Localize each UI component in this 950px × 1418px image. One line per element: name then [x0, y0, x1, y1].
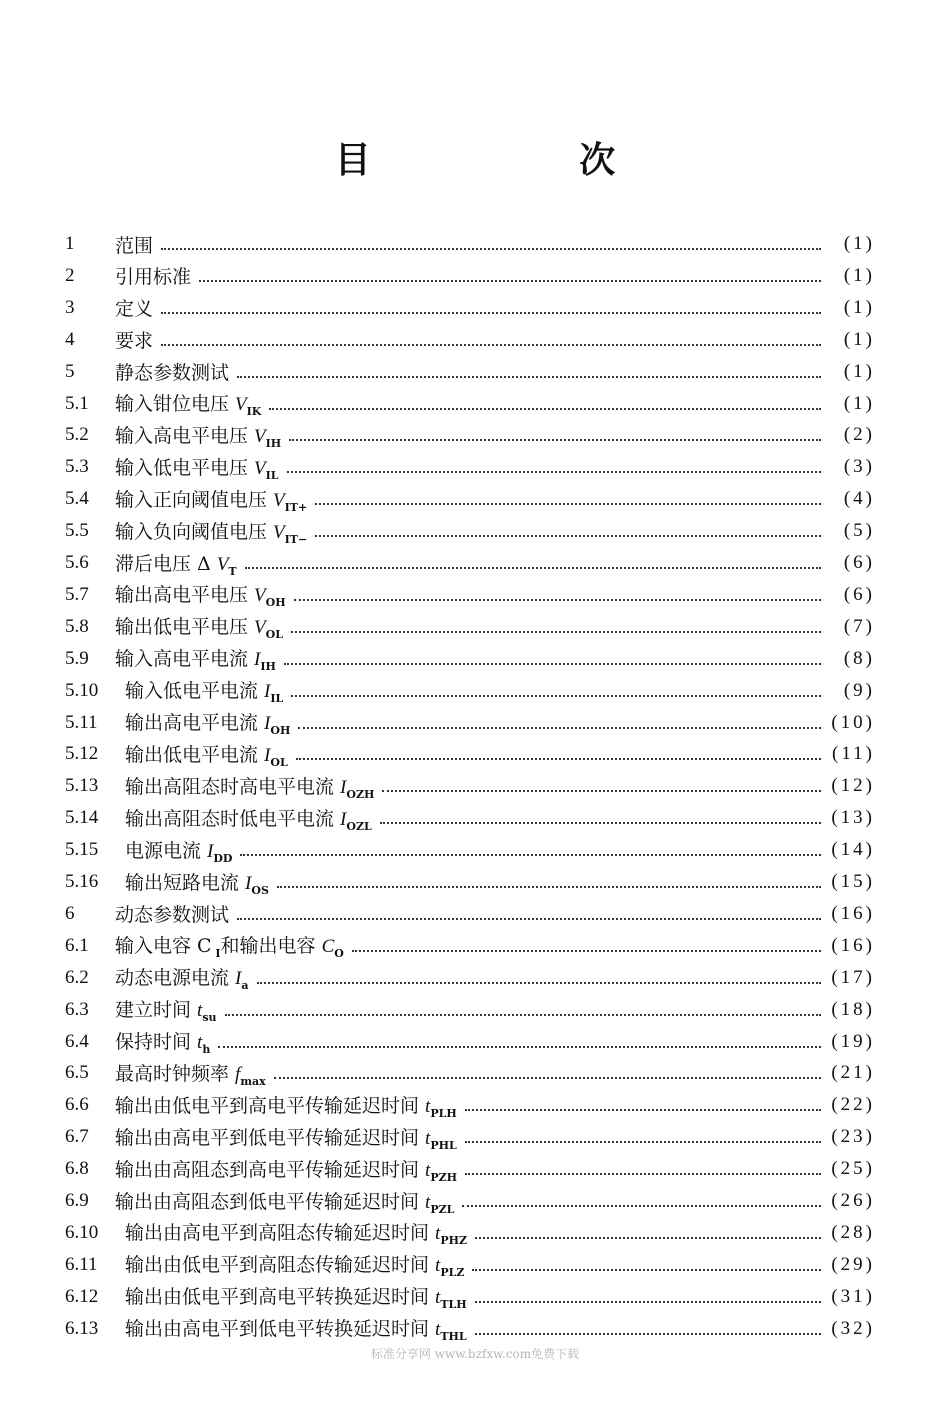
toc-entry-title — [115, 1155, 457, 1184]
toc-entry-title — [115, 262, 191, 289]
toc-entry-subscript: max — [240, 1074, 266, 1088]
toc-entry-number: 1 — [65, 233, 75, 254]
toc-entry-title-text: 要求 — [115, 330, 154, 353]
toc-entry-symbol: C — [321, 936, 335, 958]
toc-entry-title-text: 滞后电压 Δ — [115, 552, 217, 575]
toc-entry-title-text: 输出由高电平到高阻态传输延迟时间 — [125, 1222, 436, 1245]
dot-leader — [291, 693, 821, 697]
toc-entry-title-text: 保持时间 — [115, 1031, 198, 1053]
toc-entry-title — [115, 1091, 457, 1120]
toc-entry-title-text: 输出由高电平到低电平转换延迟时间 — [125, 1318, 436, 1341]
toc-entry[interactable] — [65, 1153, 875, 1185]
toc-entry-subscript: IK — [246, 405, 262, 418]
toc-entry-title-text: 输入电容 C — [115, 935, 216, 958]
toc-entry-symbol: V — [235, 394, 247, 415]
toc-entry-page: (1) — [843, 296, 875, 318]
dot-leader — [298, 725, 821, 729]
toc-entry-subscript: O — [334, 947, 344, 961]
toc-entry-title-text: 输入高电平电压 — [115, 424, 255, 447]
toc-entry-page: (3) — [843, 456, 875, 478]
toc-entry-subscript: OZH — [346, 787, 375, 801]
dot-leader — [161, 310, 821, 314]
toc-entry-symbol: V — [254, 617, 266, 639]
toc-entry-symbol: I — [235, 968, 242, 990]
toc-entry-title — [115, 453, 279, 482]
toc-entry-symbol: V — [254, 425, 266, 447]
toc-entry-symbol: V — [216, 553, 229, 575]
toc-entry[interactable] — [65, 1057, 875, 1089]
dot-leader — [289, 437, 821, 441]
toc-entry-title-text: 输出由低电平到高电平传输延迟时间 — [115, 1094, 426, 1117]
toc-entry-title-text: 输出短路电流 — [125, 871, 246, 894]
toc-entry-symbol: I — [264, 744, 271, 766]
toc-entry-symbol: t — [197, 1000, 203, 1022]
toc-entry-title — [115, 231, 153, 258]
toc-entry-number: 5.8 — [65, 615, 89, 637]
toc-entry[interactable] — [65, 419, 875, 451]
toc-entry-title — [115, 421, 281, 450]
toc-entry-symbol: t — [425, 1191, 431, 1213]
toc-entry-title-text: 动态电源电流 — [115, 967, 236, 990]
toc-entry-symbol: I — [245, 872, 252, 894]
toc-entry-number: 5.6 — [65, 552, 89, 573]
toc-entry-number: 5.14 — [65, 807, 99, 829]
toc-entry-symbol: t — [435, 1287, 441, 1309]
toc-entry[interactable] — [65, 802, 875, 834]
toc-entry-symbol: V — [254, 585, 266, 607]
toc-entry-number: 6.5 — [65, 1062, 89, 1084]
toc-entry-title-text: 输出由高阻态到高电平传输延迟时间 — [115, 1158, 426, 1181]
toc-entry[interactable] — [65, 611, 875, 643]
toc-entry-title — [125, 772, 374, 801]
toc-entry[interactable] — [65, 1026, 875, 1058]
toc-entry-title-text: 输出由高阻态到低电平传输延迟时间 — [115, 1190, 426, 1213]
toc-entry-page: (5) — [843, 520, 875, 542]
toc-entry-title — [125, 1250, 464, 1279]
toc-entry-subscript: OL — [265, 628, 283, 642]
toc-entry-title-text: 电源电流 — [125, 839, 208, 862]
dot-leader — [475, 1299, 821, 1303]
toc-entry-page: (16) — [831, 902, 875, 924]
dot-leader — [475, 1235, 821, 1239]
toc-entry-page: (8) — [843, 647, 875, 669]
toc-entry-number: 5.12 — [65, 743, 99, 765]
toc-entry-title-text: 引用标准 — [115, 266, 192, 289]
toc-entry[interactable] — [65, 1313, 875, 1345]
toc-entry[interactable] — [65, 994, 875, 1026]
toc-entry-title-text: 静态参数测试 — [115, 362, 230, 385]
dot-leader — [462, 1203, 821, 1207]
toc-entry-number: 6.10 — [65, 1221, 99, 1243]
dot-leader — [296, 756, 821, 760]
toc-entry[interactable] — [65, 1089, 875, 1121]
toc-entry[interactable] — [65, 292, 875, 324]
dot-leader — [382, 788, 821, 792]
toc-entry-title-text: 输入正向阈值电压 — [115, 488, 274, 511]
dot-leader — [287, 469, 821, 473]
toc-entry-subscript: OZL — [346, 819, 372, 833]
dot-leader — [240, 852, 821, 856]
toc-entry-title — [125, 804, 372, 833]
dot-leader — [380, 820, 821, 824]
dot-leader — [284, 661, 821, 665]
toc-entry-subscript: PHZ — [440, 1234, 468, 1248]
toc-entry-symbol: t — [435, 1223, 441, 1245]
toc-entry[interactable] — [65, 643, 875, 675]
toc-entry-symbol: V — [273, 521, 285, 543]
toc-entry-title — [125, 1218, 467, 1247]
toc-entry-number: 5.16 — [65, 871, 99, 892]
toc-entry-number: 6.7 — [65, 1126, 89, 1148]
toc-entry-page: (16) — [831, 934, 875, 956]
toc-entry-title — [115, 326, 153, 353]
toc-entry-page: (1) — [843, 328, 875, 350]
toc-entry-subscript: PLH — [430, 1106, 457, 1120]
toc-entry-number: 6 — [65, 902, 75, 924]
dot-leader — [294, 597, 821, 601]
toc-entry-title-text: 输入低电平电压 — [115, 456, 255, 479]
toc-entry-page: (4) — [843, 488, 875, 510]
toc-entry-subscript: PZL — [430, 1202, 455, 1216]
toc-entry-number: 6.9 — [65, 1190, 89, 1211]
dot-leader — [225, 1012, 821, 1016]
toc-entry-number: 6.1 — [65, 934, 89, 956]
toc-entry-subscript: PLZ — [440, 1266, 465, 1280]
toc-entry[interactable] — [65, 930, 875, 962]
toc-entry-number: 6.13 — [65, 1317, 99, 1339]
toc-entry-number: 5.13 — [65, 775, 99, 797]
toc-entry-title — [125, 708, 290, 737]
toc-entry-title-text: 定义 — [115, 298, 154, 321]
toc-entry-number: 3 — [65, 296, 75, 318]
toc-entry-symbol: t — [435, 1255, 441, 1277]
toc-entry-title — [115, 995, 217, 1024]
toc-entry-title — [125, 836, 232, 865]
toc-entry-symbol: I — [254, 649, 261, 671]
toc-entry-title — [115, 485, 307, 514]
toc-entry-number: 2 — [65, 264, 75, 286]
toc-entry-number: 6.3 — [65, 998, 89, 1020]
dot-leader — [352, 948, 821, 952]
toc-entry-title-text: 建立时间 — [115, 999, 198, 1022]
toc-entry-subscript: IL — [265, 468, 279, 482]
toc-entry-page: (11) — [832, 743, 875, 765]
toc-entry-symbol: I — [340, 776, 347, 798]
toc-entry[interactable] — [65, 1121, 875, 1153]
toc-entry-title-text: 输出由低电平到高阻态传输延迟时间 — [125, 1254, 436, 1277]
watermark-text: 标准分享网 www.bzfxw.com免费下载 — [370, 1347, 580, 1361]
toc-entry-title — [115, 358, 229, 385]
toc-entry-title-text: 输出高电平电压 — [115, 584, 255, 607]
toc-entry-number: 6.4 — [65, 1030, 89, 1052]
toc-entry-page: (17) — [831, 966, 875, 988]
toc-entry[interactable] — [65, 834, 875, 866]
toc-entry-title-text: 输出由低电平到高电平转换延迟时间 — [125, 1286, 436, 1309]
toc-entry-subscript: OL — [270, 755, 288, 769]
toc-entry-subscript: IH — [260, 660, 276, 674]
toc-entry-page: (32) — [831, 1317, 875, 1339]
toc-entry-title — [115, 1027, 210, 1056]
toc-entry-title-text: 输入高电平电流 — [115, 648, 255, 671]
dot-leader — [237, 374, 821, 378]
toc-entry-title-text: 最高时钟频率 — [115, 1062, 236, 1085]
toc-entry-page: (19) — [831, 1030, 875, 1052]
toc-entry-symbol: t — [425, 1159, 431, 1181]
toc-entry-number: 6.12 — [65, 1285, 99, 1307]
toc-entry-title — [115, 1123, 457, 1152]
toc-entry-number: 5.11 — [65, 711, 98, 733]
toc-entry-symbol: t — [425, 1095, 431, 1117]
toc-entry[interactable] — [65, 738, 875, 770]
toc-entry-title — [115, 1059, 266, 1088]
toc-entry-subscript: T — [228, 564, 237, 578]
dot-leader — [465, 1171, 821, 1175]
toc-entry-subscript: IH — [265, 436, 282, 450]
toc-entry-title — [115, 580, 286, 609]
toc-entry[interactable] — [65, 388, 875, 420]
toc-entry-page: (9) — [843, 679, 875, 701]
dot-leader — [472, 1267, 821, 1271]
toc-entry-page: (12) — [831, 775, 875, 797]
dot-leader — [315, 501, 821, 505]
toc-entry-title-text: 输出高电平电流 — [125, 712, 265, 734]
toc-entry-page: (1) — [843, 392, 875, 414]
toc-entry-page: (1) — [843, 264, 875, 286]
toc-entry-page: (29) — [831, 1253, 875, 1275]
toc-entry-title-text: 和输出电容 — [220, 935, 322, 958]
toc-entry[interactable] — [65, 866, 875, 898]
toc-entry-symbol: V — [254, 457, 266, 479]
toc-entry-symbol: I — [264, 681, 271, 703]
toc-entry-title-text: 输出由高电平到低电平传输延迟时间 — [115, 1126, 426, 1149]
dot-leader — [199, 278, 821, 282]
toc-entry-title — [115, 612, 283, 641]
toc-entry-title-text: 输出高阻态时低电平电流 — [125, 807, 341, 830]
toc-entry-number: 5 — [65, 360, 75, 382]
toc-entry-number: 6.6 — [65, 1094, 89, 1116]
toc-entry-subscript: OH — [270, 724, 291, 737]
toc-entry[interactable] — [65, 1249, 875, 1281]
toc-entry[interactable] — [65, 260, 875, 292]
dot-leader — [315, 533, 821, 537]
toc-entry-subscript: TLH — [440, 1298, 467, 1312]
toc-entry[interactable] — [65, 451, 875, 483]
toc-entry-symbol: f — [235, 1063, 241, 1085]
toc-entry-page: (21) — [831, 1062, 875, 1084]
toc-entry-title — [115, 931, 344, 960]
dot-leader — [475, 1331, 821, 1335]
toc-entry-page: (2) — [843, 424, 875, 446]
toc-entry[interactable] — [65, 1185, 875, 1217]
dot-leader — [161, 246, 821, 250]
toc-entry-subscript: I — [215, 947, 221, 961]
toc-entry-title — [115, 389, 261, 418]
toc-entry-title — [125, 1282, 467, 1311]
toc-entry-title — [115, 900, 229, 927]
toc-entry-title-text: 输出低电平电流 — [125, 743, 265, 766]
toc-entry[interactable] — [65, 483, 875, 515]
toc-entry-symbol: V — [273, 489, 285, 511]
toc-entry-page: (18) — [831, 998, 875, 1020]
toc-entry-subscript: DD — [213, 851, 233, 865]
toc-entry-title — [115, 549, 237, 578]
toc-entry-number: 5.1 — [65, 392, 89, 414]
toc-entry-title-text: 输入低电平电流 — [125, 680, 265, 703]
toc-entry-page: (15) — [831, 871, 875, 892]
toc-entry-page: (25) — [831, 1158, 875, 1180]
dot-leader — [218, 1044, 821, 1048]
toc-entry-number: 5.10 — [65, 679, 99, 701]
toc-entry-symbol: t — [197, 1032, 203, 1053]
toc-entry-subscript: PZH — [430, 1170, 458, 1184]
toc-entry-number: 5.9 — [65, 647, 89, 669]
toc-entry-number: 5.15 — [65, 839, 99, 861]
dot-leader — [237, 916, 821, 920]
toc-entry[interactable] — [65, 770, 875, 802]
toc-entry-title-text: 动态参数测试 — [115, 904, 230, 927]
toc-entry-page: (31) — [831, 1285, 875, 1307]
toc-entry-subscript: IT− — [284, 532, 308, 546]
toc-entry-title — [115, 963, 249, 992]
toc-entry[interactable] — [65, 356, 875, 388]
toc-entry-title — [125, 1314, 467, 1343]
toc-entry-number: 5.2 — [65, 424, 89, 446]
toc-entry-page: (22) — [831, 1094, 875, 1116]
toc-entry-symbol: I — [207, 840, 214, 862]
toc-entry-page: (23) — [831, 1126, 875, 1148]
toc-entry[interactable] — [65, 1217, 875, 1249]
toc-entry[interactable] — [65, 707, 875, 739]
toc-entry-title-text: 输出低电平电压 — [115, 616, 255, 639]
toc-entry-title-text: 范围 — [115, 234, 154, 257]
toc-entry-subscript: h — [202, 1043, 211, 1056]
toc-entry-subscript: IT+ — [284, 500, 308, 514]
toc-entry-number: 6.11 — [65, 1253, 98, 1275]
toc-entry-page: (26) — [831, 1190, 875, 1211]
toc-entry-symbol: t — [425, 1127, 431, 1149]
toc-entry[interactable] — [65, 228, 875, 260]
toc-entry-page: (7) — [843, 615, 875, 637]
toc-entry-title — [115, 294, 153, 321]
toc-entry[interactable] — [65, 579, 875, 611]
toc-entry-title-text: 输入负向阈值电压 — [115, 520, 274, 543]
toc-entry-title-text: 输入钳位电压 — [115, 393, 236, 415]
dot-leader — [465, 1107, 821, 1111]
toc-entry-subscript: THL — [440, 1330, 467, 1344]
dot-leader — [269, 406, 821, 410]
toc-entry-subscript: OH — [265, 596, 286, 610]
toc-entry-subscript: IL — [270, 692, 284, 706]
dot-leader — [274, 1075, 821, 1079]
toc-entry-symbol: t — [435, 1319, 441, 1341]
toc-entry-page: (10) — [831, 711, 875, 733]
toc-entry-subscript: OS — [251, 883, 269, 897]
toc-entry-page: (1) — [843, 360, 875, 382]
toc-entry-page: (14) — [831, 839, 875, 861]
dot-leader — [465, 1139, 821, 1143]
toc-entry-symbol: I — [340, 808, 347, 830]
toc-entry-subscript: a — [241, 979, 249, 993]
toc-entry-page: (6) — [843, 583, 875, 605]
toc-entry-page: (1) — [843, 233, 875, 254]
toc-entry-number: 5.5 — [65, 520, 89, 542]
toc-entry-title — [125, 676, 283, 705]
dot-leader — [161, 342, 821, 346]
toc-entry-number: 6.2 — [65, 966, 89, 988]
toc-entry-page: (6) — [843, 552, 875, 573]
toc-entry-number: 5.7 — [65, 583, 89, 605]
toc-entry[interactable] — [65, 324, 875, 356]
toc-entry-symbol: I — [264, 713, 271, 734]
toc-entry-title — [115, 1187, 454, 1216]
page-title: 目 次 — [334, 139, 714, 181]
toc-entry-number: 5.3 — [65, 456, 89, 478]
toc-entry-title — [125, 740, 288, 769]
toc-entry-title-text: 输出高阻态时高电平电流 — [125, 775, 341, 798]
toc-entry[interactable] — [65, 962, 875, 994]
toc-entry-subscript: PHL — [430, 1138, 457, 1152]
toc-entry-number: 4 — [65, 328, 75, 350]
toc-entry-subscript: su — [202, 1011, 217, 1025]
toc-entry[interactable] — [65, 675, 875, 707]
toc-entry-page: (28) — [831, 1221, 875, 1243]
toc-entry[interactable] — [65, 547, 875, 579]
toc-entry-number: 6.8 — [65, 1158, 89, 1180]
toc-entry-title — [115, 517, 307, 546]
toc-entry-title — [125, 868, 269, 897]
dot-leader — [291, 629, 821, 633]
toc-entry-title — [115, 644, 276, 673]
toc-entry[interactable] — [65, 898, 875, 930]
dot-leader — [245, 565, 821, 569]
toc-entry-page: (13) — [831, 807, 875, 829]
toc-entry-number: 5.4 — [65, 488, 89, 510]
dot-leader — [277, 884, 821, 888]
dot-leader — [257, 980, 821, 984]
toc-entry[interactable] — [65, 515, 875, 547]
toc-entry[interactable] — [65, 1281, 875, 1313]
